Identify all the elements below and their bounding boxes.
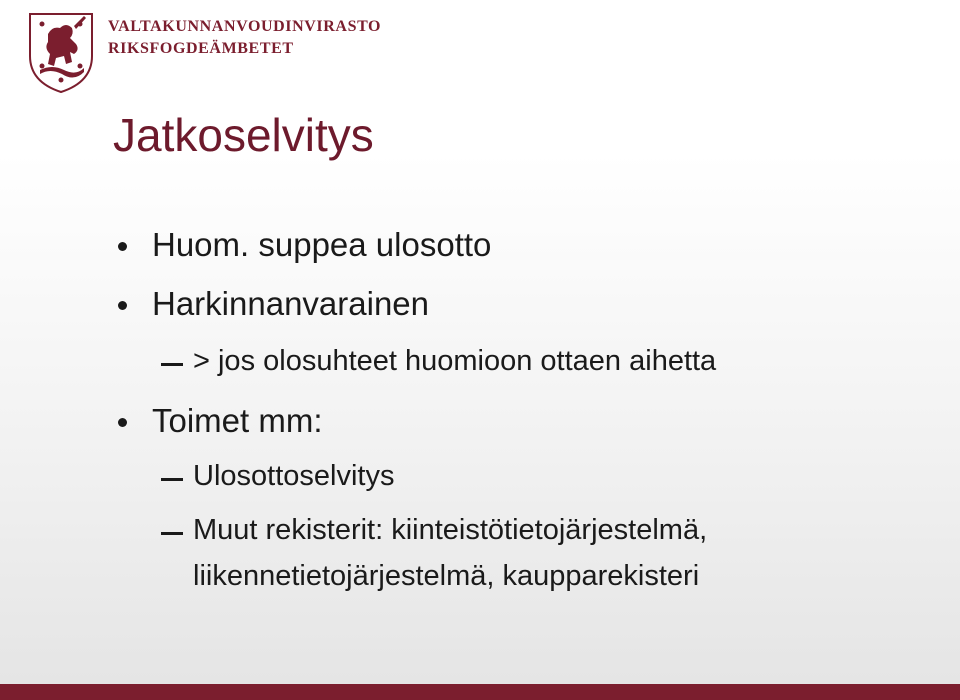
agency-name-fi: VALTAKUNNANVOUDINVIRASTO xyxy=(108,18,382,35)
bullet-dot-icon xyxy=(118,301,127,310)
bullet-dash-icon xyxy=(161,532,183,535)
sub-bullet-item xyxy=(193,345,716,378)
sub-bullet-item xyxy=(193,514,707,547)
bullet-dash-icon xyxy=(161,478,183,481)
bullet-dot-icon xyxy=(118,418,127,427)
header xyxy=(22,4,381,94)
sub-bullet-text: Ulosottoselvitys xyxy=(193,460,395,492)
bullet-item xyxy=(152,226,491,264)
bullet-text: Huom. suppea ulosotto xyxy=(152,226,492,263)
agency-name-sv: RIKSFOGDEÄMBETET xyxy=(108,40,294,57)
agency-name xyxy=(108,16,381,60)
bullet-item xyxy=(152,402,323,440)
bullet-dot-icon xyxy=(118,242,127,251)
bullet-dash-icon xyxy=(161,363,183,366)
slide-title: Jatkoselvitys xyxy=(113,109,374,161)
bullet-text: Harkinnanvarainen xyxy=(152,285,430,322)
coat-of-arms-logo xyxy=(22,4,100,94)
sub-bullet-text: Muut rekisterit: kiinteistötietojärjestelmä, xyxy=(193,514,708,546)
footer-bar xyxy=(0,684,960,700)
sub-bullet-item xyxy=(193,460,394,493)
sub-bullet-continuation xyxy=(193,560,699,593)
bullet-item xyxy=(152,285,429,323)
sub-bullet-text: > jos olosuhteet huomioon ottaen aihetta xyxy=(193,345,717,377)
sub-bullet-text: liikennetietojärjestelmä, kaupparekisteri xyxy=(193,560,700,592)
bullet-text: Toimet mm: xyxy=(152,402,323,439)
